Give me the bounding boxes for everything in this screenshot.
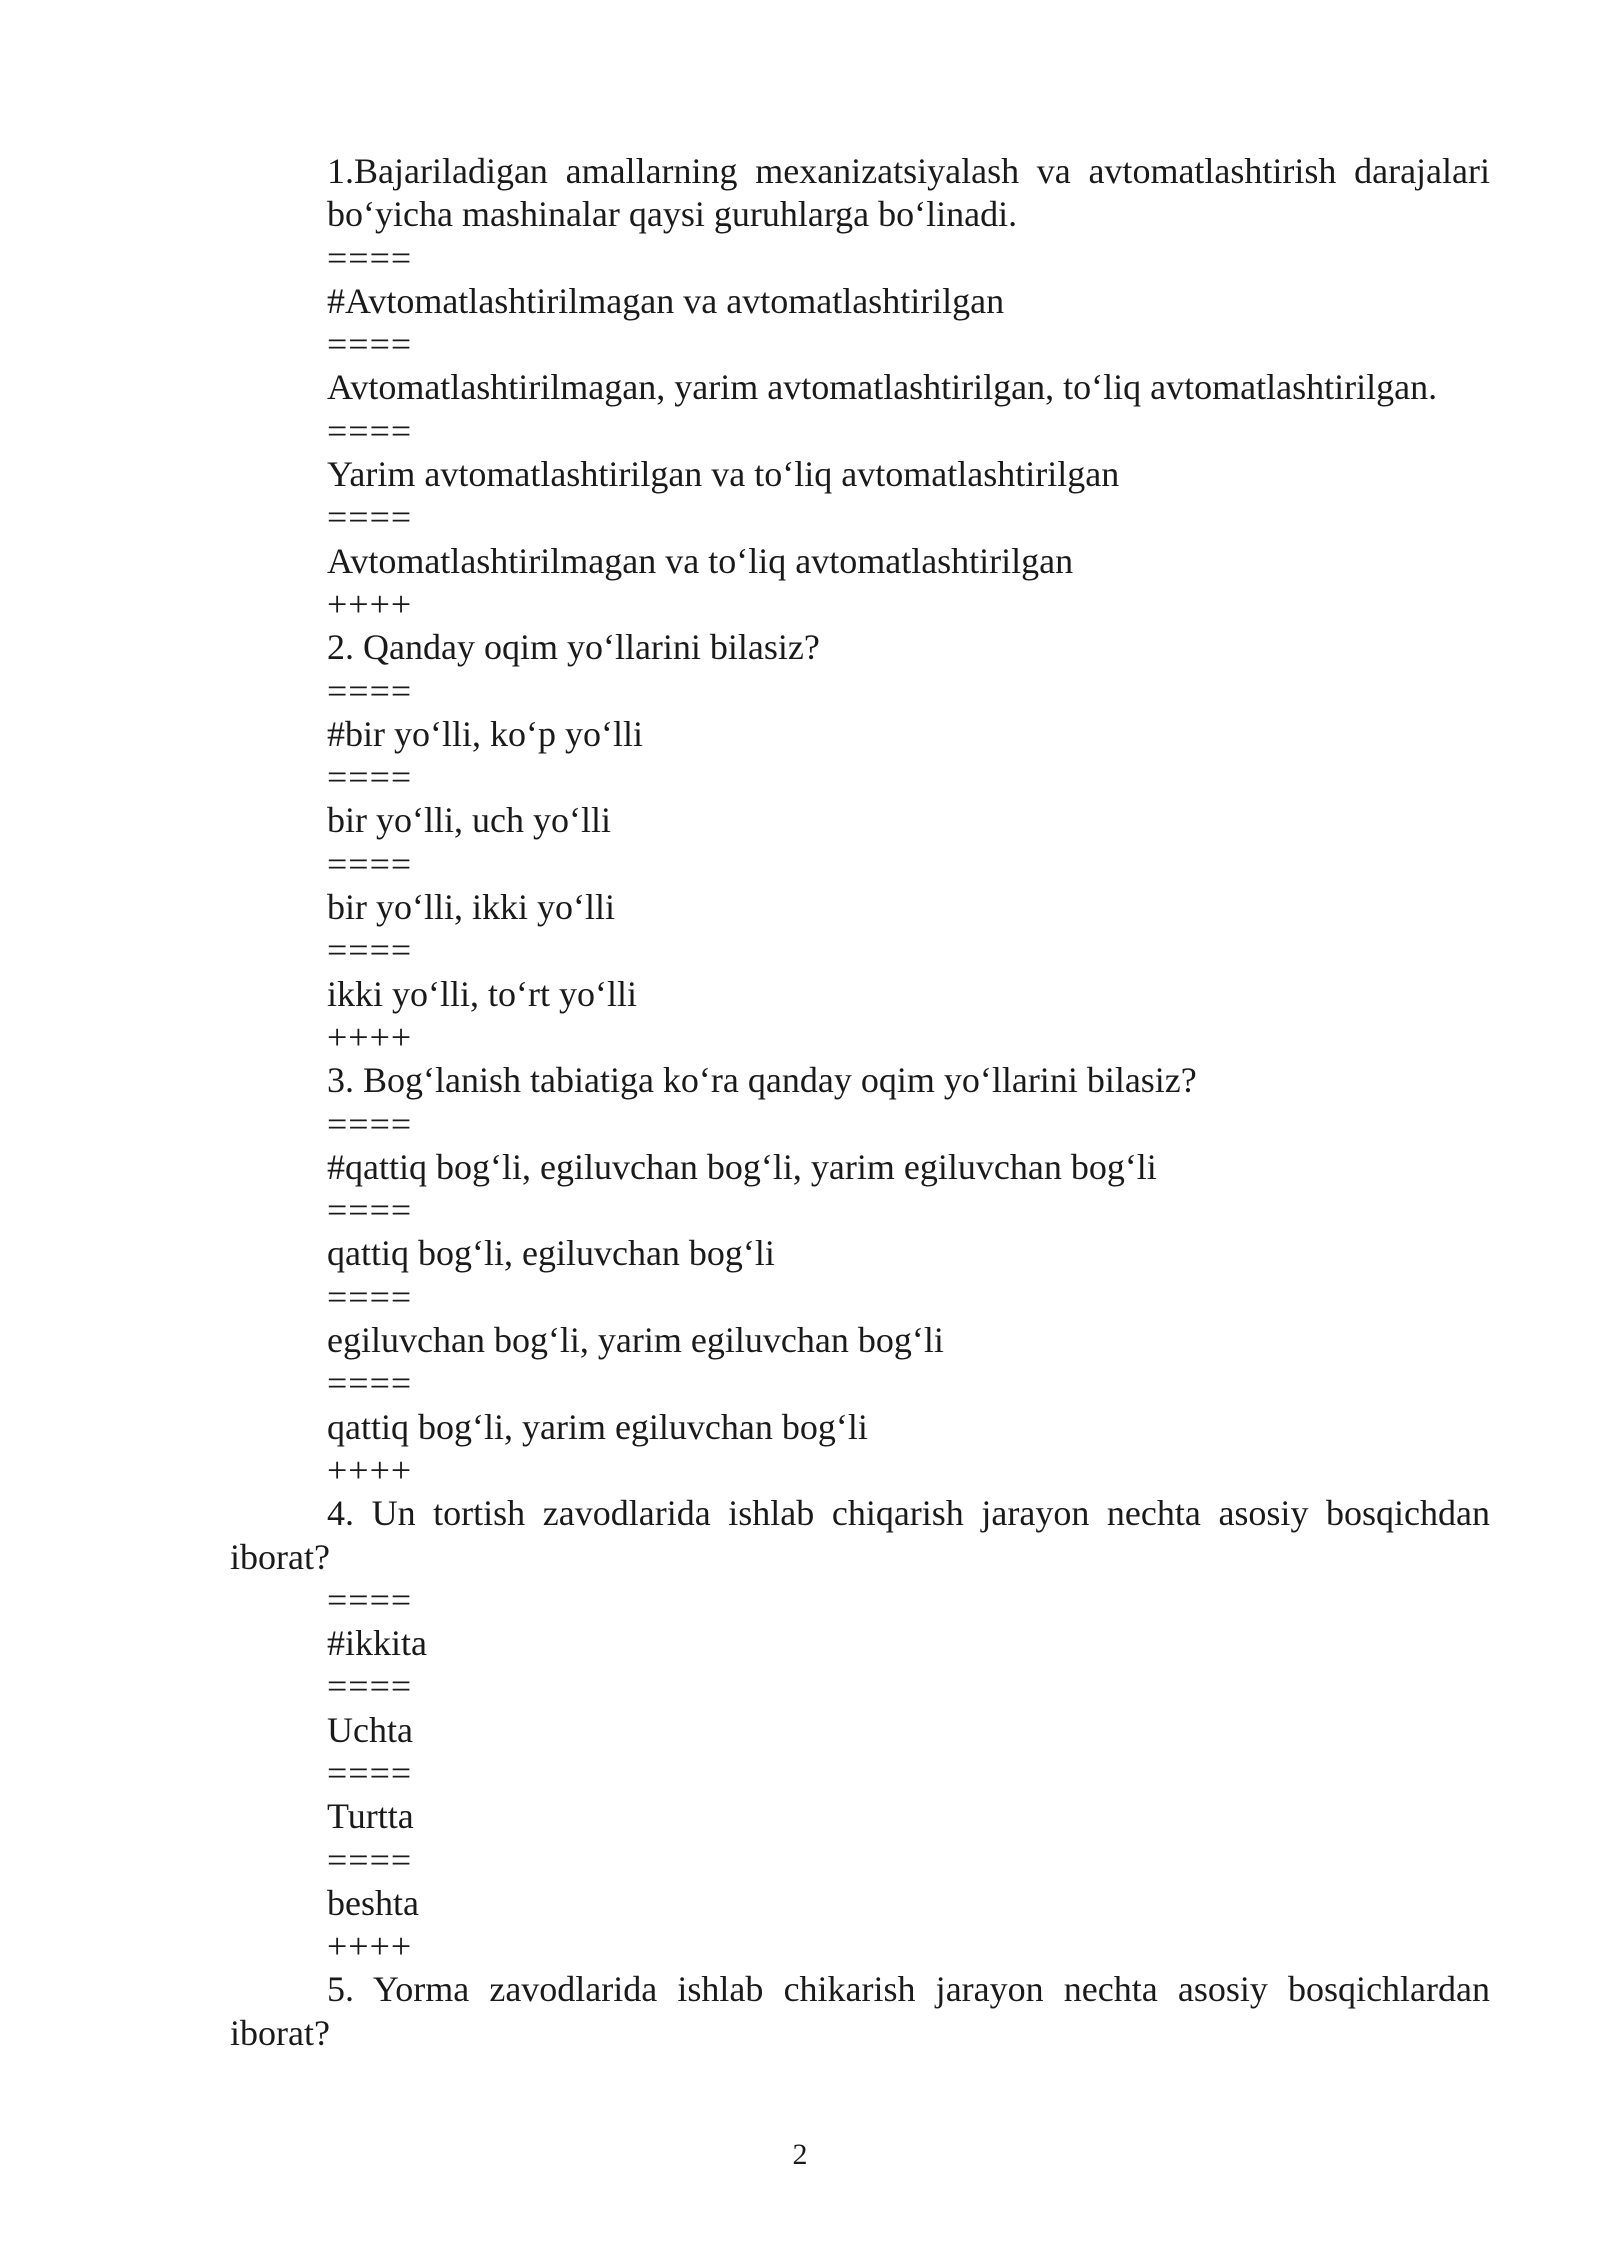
separator: ==== <box>327 410 413 451</box>
question-5: 5. Yorma zavodlarida ishlab chikarish jarayon nechta asosiy bosqichlardan iborat? <box>230 1969 1490 2053</box>
separator: ==== <box>327 1276 413 1317</box>
separator: ==== <box>327 1752 413 1793</box>
separator: ==== <box>327 1666 413 1707</box>
separator: ==== <box>327 670 413 711</box>
question-1: 1.Bajariladigan amallarning mexanizatsiyalash va avtomatlashtirish darajalari bo‘yicha mashinalar qaysi guruhlarga bo‘linadi. <box>327 151 1490 235</box>
answer-2b: bir yo‘lli, uch yo‘lli <box>327 800 611 841</box>
answer-2d: ikki yo‘lli, to‘rt yo‘lli <box>327 973 637 1014</box>
separator: ==== <box>327 757 413 798</box>
separator: ==== <box>327 324 413 365</box>
end-marker: ++++ <box>327 1016 413 1057</box>
separator: ==== <box>327 497 413 538</box>
answer-2c: bir yo‘lli, ikki yo‘lli <box>327 887 615 928</box>
end-marker: ++++ <box>327 583 413 624</box>
separator: ==== <box>327 1839 413 1880</box>
answer-1b: Avtomatlashtirilmagan, yarim avtomatlashtirilgan, to‘liq avtomatlashtirilgan. <box>327 367 1438 408</box>
separator: ==== <box>327 237 413 278</box>
separator: ==== <box>327 1103 413 1144</box>
separator: ==== <box>327 930 413 971</box>
answer-2a: #bir yo‘lli, ko‘p yo‘lli <box>327 713 643 754</box>
answer-1d: Avtomatlashtirilmagan va to‘liq avtomatlashtirilgan <box>327 540 1074 581</box>
separator: ==== <box>327 1190 413 1231</box>
separator: ==== <box>327 1363 413 1404</box>
separator: ==== <box>327 1579 413 1620</box>
document-body <box>230 150 1490 2055</box>
answer-1a: #Avtomatlashtirilmagan va avtomatlashtirilgan <box>327 280 1005 321</box>
separator: ==== <box>327 843 413 884</box>
answer-3a: #qattiq bog‘li, egiluvchan bog‘li, yarim egiluvchan bog‘li <box>327 1146 1157 1187</box>
question-3: 3. Bog‘lanish tabiatiga ko‘ra qanday oqim yo‘llarini bilasiz? <box>327 1060 1197 1101</box>
end-marker: ++++ <box>327 1926 413 1967</box>
answer-1c: Yarim avtomatlashtirilgan va to‘liq avtomatlashtirilgan <box>327 454 1120 495</box>
end-marker: ++++ <box>327 1449 413 1490</box>
answer-4d: beshta <box>327 1882 419 1923</box>
answer-4a: #ikkita <box>327 1623 427 1664</box>
answer-3d: qattiq bog‘li, yarim egiluvchan bog‘li <box>327 1406 868 1447</box>
answer-3c: egiluvchan bog‘li, yarim egiluvchan bog‘li <box>327 1320 944 1361</box>
answer-3b: qattiq bog‘li, egiluvchan bog‘li <box>327 1233 775 1274</box>
answer-4b: Uchta <box>327 1709 413 1750</box>
question-2: 2. Qanday oqim yo‘llarini bilasiz? <box>327 627 820 668</box>
page-number: 2 <box>792 2138 808 2171</box>
question-4: 4. Un tortish zavodlarida ishlab chiqarish jarayon nechta asosiy bosqichdan iborat? <box>230 1493 1490 1577</box>
answer-4c: Turtta <box>327 1796 414 1837</box>
